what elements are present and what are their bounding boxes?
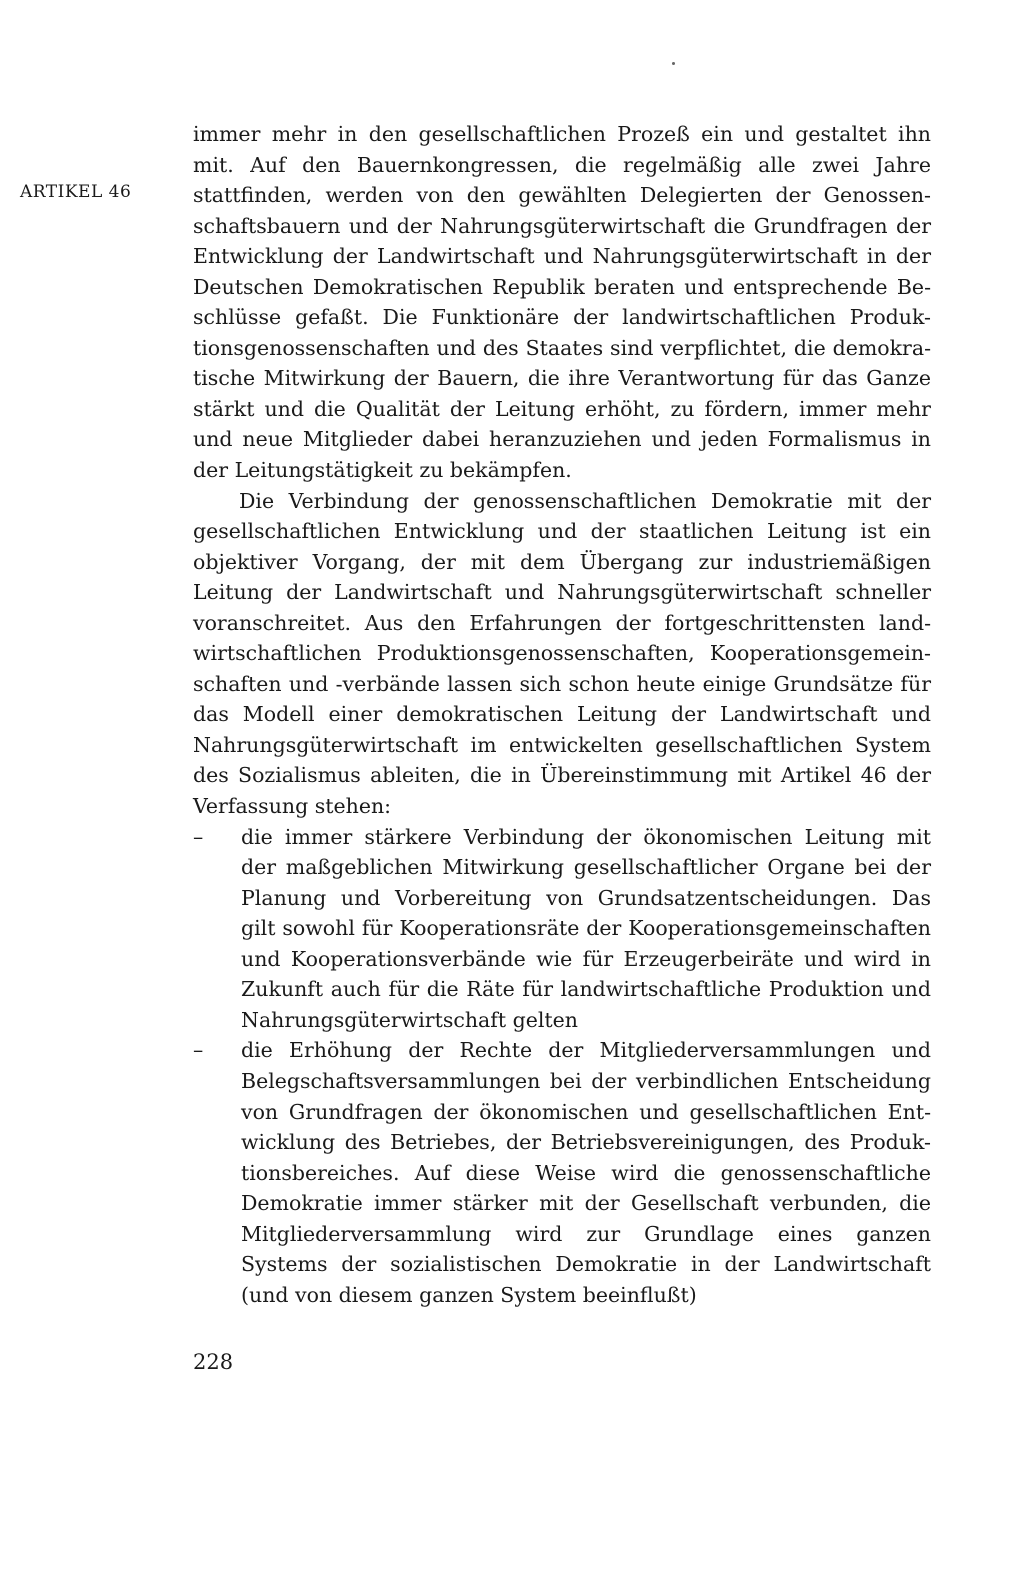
list-item [193, 1035, 931, 1310]
list-item [193, 822, 931, 1036]
list-item-dash: – [193, 1038, 204, 1063]
scan-speck [672, 62, 675, 65]
list-item-text: die immer stärkere Verbindung der ökonomischen Leitung mit der maßgeblichen Mitwirkung gesellschaftlicher Organe bei der Planung und Vorbereitung von Grundsatzentscheidungen. Das gilt sowohl für Kooperationsräte der Kooperationsgemeinschaften und Kooperationsverbände wie für Erzeugerbeiräte und wird in Zukunft auch für die Räte für landwirtschaftliche Produktion und Nahrungsgüterwirtschaft gelten [241, 824, 931, 1032]
paragraph-continuation: immer mehr in den gesellschaftlichen Prozeß ein und gestaltet ihn mit. Auf den Bauernkongressen, die regelmäßig alle zwei Jahre stattfinden, werden von den gewählten Delegierten der Genossen-schaftsbauern und der Nahrungsgüterwirtschaft die Grundfragen der Entwicklung der Landwirtschaft und Nahrungsgüterwirtschaft in der Deutschen Demokratischen Republik beraten und entsprechende Be-schlüsse gefaßt. Die Funktionäre der landwirtschaftlichen Produk-tionsgenossenschaften und des Staates sind verpflichtet, die demokra-tische Mitwirkung der Bauern, die ihre Verantwortung für das Ganze stärkt und die Qualität der Leitung erhöht, zu fördern, immer mehr und neue Mitglieder dabei heranzuziehen und jeden Formalismus in der Leitungstätigkeit zu bekämpfen. [193, 122, 931, 483]
list-item-text: die Erhöhung der Rechte der Mitgliederversammlungen und Belegschaftsversammlungen bei der verbindlichen Entscheidung von Grundfragen der ökonomischen und gesellschaftlichen Ent-wicklung des Betriebes, der Betriebsvereinigungen, des Produk-tionsbereiches. Auf diese Weise wird die genossenschaftliche Demokratie immer stärker mit der Gesellschaft verbunden, die Mitgliederversammlung wird zur Grundlage eines ganzen Systems der sozialistischen Demokratie in der Landwirtschaft (und von diesem ganzen System beeinflußt) [241, 1038, 931, 1307]
body-text [193, 119, 931, 1310]
list-item-dash: – [193, 824, 204, 849]
paragraph-verbindung: Die Verbindung der genossenschaftlichen Demokratie mit der gesellschaftlichen Entwicklung und der staatlichen Leitung ist ein objektiver Vorgang, der mit dem Übergang zur industriemäßigen Leitung der Landwirtschaft und Nahrungsgüterwirtschaft schneller voranschreitet. Aus den Erfahrungen der fortgeschrittensten land-wirtschaftlichen Produktionsgenossenschaften, Kooperationsgemein-schaften und -verbände lassen sich schon heute einige Grundsätze für das Modell einer demokratischen Leitung der Landwirtschaft und Nahrungsgüterwirtschaft im entwickelten gesellschaftlichen System des Sozialismus ableiten, die in Übereinstimmung mit Artikel 46 der Verfassung stehen: [193, 488, 931, 819]
page-number: 228 [193, 1350, 234, 1374]
margin-article-label: ARTIKEL 46 [20, 182, 132, 202]
